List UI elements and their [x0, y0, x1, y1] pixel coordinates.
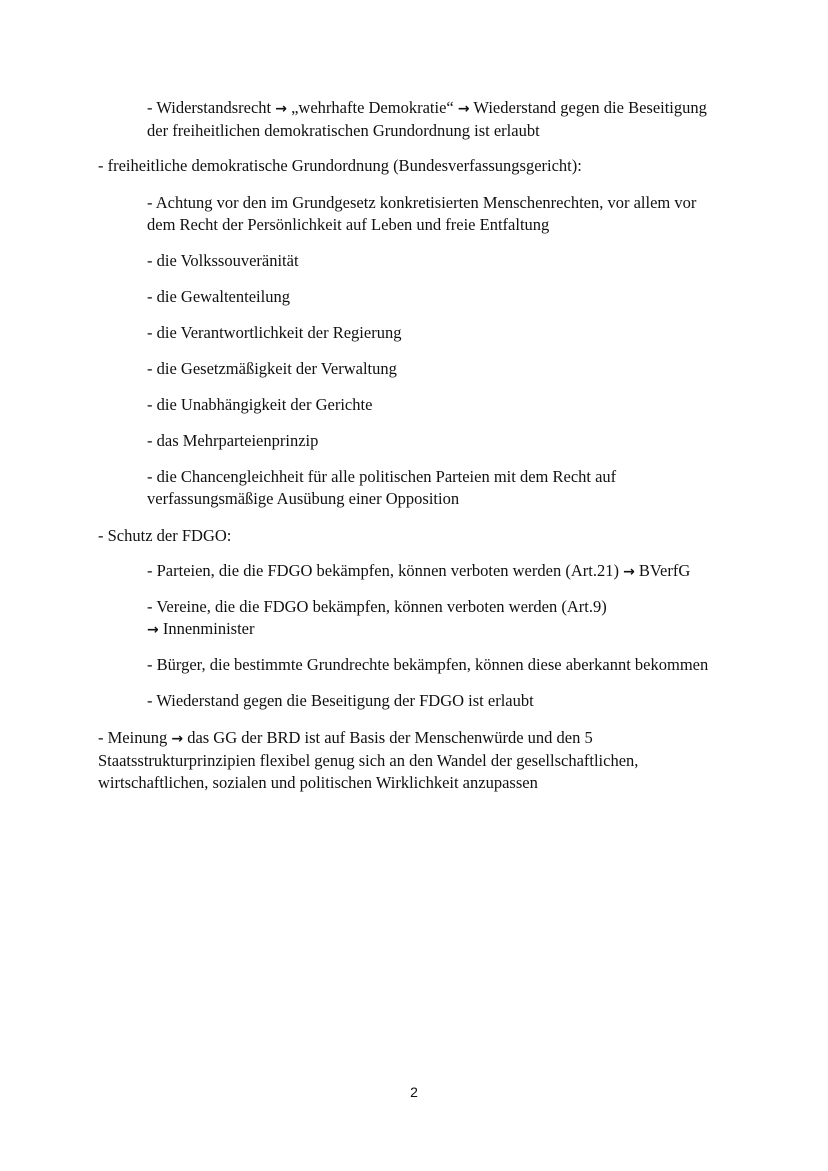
- paragraph-schutz-heading: [98, 525, 231, 547]
- page-number: 2: [410, 1084, 418, 1100]
- text-line: - die Volkssouveränität: [147, 251, 299, 270]
- paragraph-fdgo-heading: [98, 155, 582, 177]
- text-line: - das Mehrparteienprinzip: [147, 431, 319, 450]
- arrow-icon: →: [457, 101, 470, 117]
- text-line: verfassungsmäßige Ausübung einer Opposition: [147, 489, 460, 508]
- text-line: - Parteien, die die FDGO bekämpfen, können verboten werden (Art.21) → BVerfG: [147, 561, 691, 580]
- paragraph-widerstandsrecht: [147, 97, 707, 142]
- text-line: - Widerstandsrecht → „wehrhafte Demokratie“ → Wiederstand gegen die Beseitigung: [147, 98, 707, 117]
- arrow-icon: →: [623, 564, 635, 580]
- text-line: der freiheitlichen demokratischen Grundordnung ist erlaubt: [147, 121, 540, 140]
- paragraph-parteien: [147, 560, 690, 583]
- paragraph-chancengleichheit: [147, 466, 616, 510]
- arrow-icon: →: [171, 731, 184, 747]
- text-line: - die Unabhängigkeit der Gerichte: [147, 395, 373, 414]
- text-line: - Bürger, die bestimmte Grundrechte bekämpfen, können diese aberkannt bekommen: [147, 655, 709, 674]
- text-line: - die Gewaltenteilung: [147, 287, 290, 306]
- arrow-icon: →: [147, 622, 159, 638]
- text-line: - freiheitliche demokratische Grundordnung (Bundesverfassungsgericht):: [98, 156, 582, 175]
- text-line: - Meinung → das GG der BRD ist auf Basis der Menschenwürde und den 5: [98, 728, 593, 747]
- text-line: dem Recht der Persönlichkeit auf Leben und freie Entfaltung: [147, 215, 550, 234]
- text-line: - Achtung vor den im Grundgesetz konkretisierten Menschenrechten, vor allem vor: [147, 193, 697, 212]
- paragraph-verantwortlichkeit: [147, 322, 401, 344]
- arrow-icon: →: [275, 101, 287, 117]
- text-line: → Innenminister: [147, 619, 255, 638]
- paragraph-gesetzmaessigkeit: [147, 358, 397, 380]
- paragraph-vereine: [147, 596, 607, 641]
- text-line: - Wiederstand gegen die Beseitigung der FDGO ist erlaubt: [147, 691, 534, 710]
- text-line: - Vereine, die die FDGO bekämpfen, können verboten werden (Art.9): [147, 597, 607, 616]
- text-line: Staatsstrukturprinzipien flexibel genug sich an den Wandel der gesellschaftlichen,: [98, 751, 639, 770]
- text-line: wirtschaftlichen, sozialen und politischen Wirklichkeit anzupassen: [98, 773, 538, 792]
- text-line: - die Gesetzmäßigkeit der Verwaltung: [147, 359, 397, 378]
- text-line: - Schutz der FDGO:: [98, 526, 232, 545]
- paragraph-buerger: [147, 654, 708, 676]
- paragraph-mehrparteienprinzip: [147, 430, 318, 452]
- text-line: - die Chancengleichheit für alle politischen Parteien mit dem Recht auf: [147, 467, 617, 486]
- paragraph-volkssouveraenitaet: [147, 250, 299, 272]
- paragraph-menschenrechte: [147, 192, 696, 236]
- paragraph-unabhaengigkeit: [147, 394, 372, 416]
- paragraph-wiederstand: [147, 690, 534, 712]
- paragraph-gewaltenteilung: [147, 286, 290, 308]
- paragraph-meinung: [98, 727, 638, 794]
- text-line: - die Verantwortlichkeit der Regierung: [147, 323, 402, 342]
